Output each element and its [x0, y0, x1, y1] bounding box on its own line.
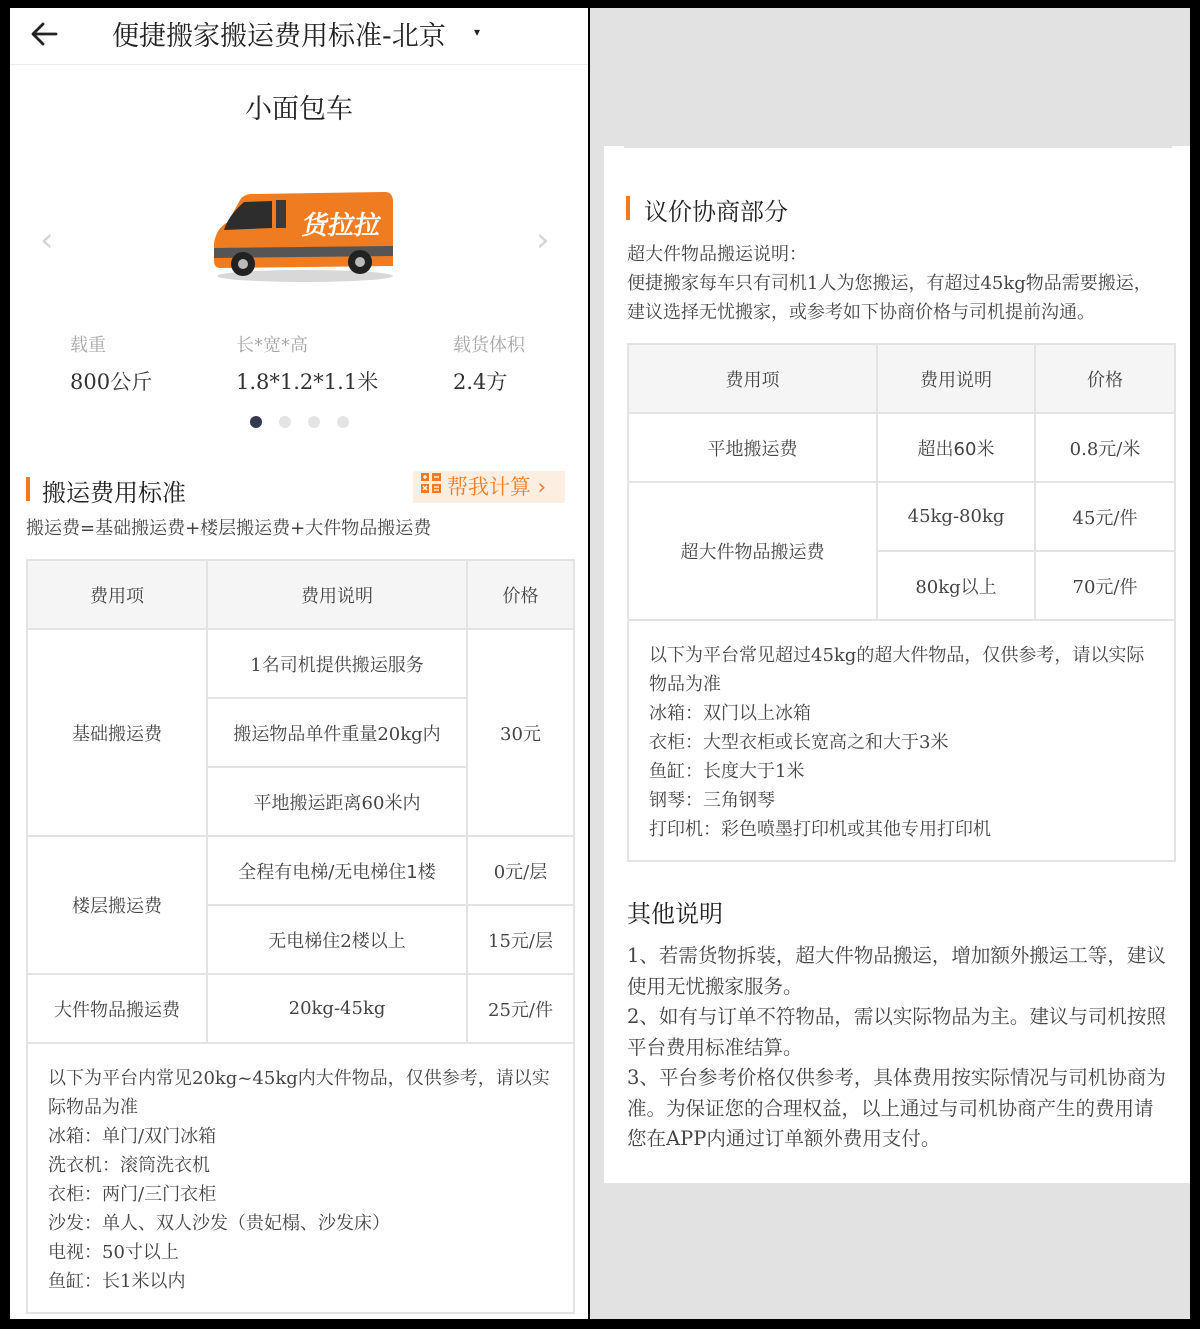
note-line: 电视：50寸以上 [48, 1242, 179, 1263]
table-note-row [628, 620, 1175, 861]
table-row [628, 482, 1175, 551]
back-arrow-icon[interactable] [30, 12, 70, 56]
fee-price: 45元/件 [1035, 482, 1175, 551]
spec-load [70, 331, 152, 396]
other-note-line: 3、平台参考价格仅供参考，具体费用按实际情况与司机协商为准。为保证您的合理权益，以上通过与司机协商产生的费用请您在APP内通过订单额外费用支付。 [627, 1066, 1166, 1150]
city-dropdown-icon[interactable]: ▾ [474, 25, 481, 39]
fee-item: 大件物品搬运费 [27, 974, 207, 1043]
table-row [27, 974, 574, 1043]
calculate-button[interactable] [413, 471, 565, 503]
fee-price: 15元/层 [467, 905, 574, 974]
carousel-dot[interactable] [308, 416, 320, 428]
negotiable-fee-table [627, 343, 1176, 862]
note-line: 衣柜：大型衣柜或长宽高之和大于3米 [649, 732, 949, 753]
column-header: 费用项 [27, 560, 207, 629]
note-line: 洗衣机：滚筒洗衣机 [48, 1155, 210, 1176]
fee-desc: 平地搬运距离60米内 [207, 767, 467, 836]
large-items-note [27, 1043, 574, 1313]
other-notes [627, 941, 1172, 1155]
app-header [10, 8, 588, 65]
note-line: 鱼缸：长度大于1米 [649, 761, 805, 782]
column-header: 价格 [1035, 344, 1175, 413]
van-logo-text: 货拉拉 [299, 211, 384, 241]
van-image [210, 184, 400, 288]
table-row [27, 836, 574, 905]
note-line: 打印机：彩色喷墨打印机或其他专用打印机 [649, 819, 991, 840]
fee-desc: 全程有电梯/无电梯住1楼 [207, 836, 467, 905]
fee-price: 30元 [467, 629, 574, 836]
fee-price: 0元/层 [467, 836, 574, 905]
oversize-items-note [628, 620, 1175, 861]
table-note-row [27, 1043, 574, 1313]
fee-item: 基础搬运费 [27, 629, 207, 836]
spec-label: 载货体积 [453, 335, 525, 356]
fee-item: 楼层搬运费 [27, 836, 207, 974]
table-row [628, 413, 1175, 482]
table-header-row [27, 560, 574, 629]
section-title-standard: 搬运费用标准 [42, 479, 186, 507]
fee-desc: 20kg-45kg [207, 974, 467, 1043]
note-line: 以下为平台内常见20kg~45kg内大件物品，仅供参考，请以实际物品为准 [48, 1068, 550, 1118]
carousel-dot[interactable] [279, 416, 291, 428]
fee-price: 70元/件 [1035, 551, 1175, 620]
section-title-negotiable: 议价协商部分 [644, 198, 788, 226]
fee-desc: 45kg-80kg [877, 482, 1035, 551]
carousel-prev-icon[interactable]: ‹ [40, 220, 54, 260]
section-accent-bar [26, 477, 30, 501]
negotiable-intro [627, 240, 1152, 327]
fee-desc: 搬运物品单件重量20kg内 [207, 698, 467, 767]
note-line: 衣柜：两门/三门衣柜 [48, 1184, 217, 1205]
fee-item: 平地搬运费 [628, 413, 877, 482]
fee-standard-table [26, 559, 575, 1314]
vehicle-name: 小面包车 [245, 94, 353, 125]
fee-desc: 无电梯住2楼以上 [207, 905, 467, 974]
fee-item: 超大件物品搬运费 [628, 482, 877, 620]
left-screen [10, 8, 588, 1319]
fee-desc: 80kg以上 [877, 551, 1035, 620]
carousel-dot[interactable] [337, 416, 349, 428]
page-title[interactable]: 便捷搬家搬运费用标准-北京 [112, 21, 446, 52]
fee-price: 25元/件 [467, 974, 574, 1043]
table-row [27, 629, 574, 698]
right-screen [604, 146, 1190, 1183]
note-line: 冰箱：双门以上冰箱 [649, 703, 811, 724]
note-line: 钢琴：三角钢琴 [649, 790, 775, 811]
carousel-next-icon[interactable]: › [536, 220, 550, 260]
fee-desc: 超出60米 [877, 413, 1035, 482]
note-line: 沙发：单人、双人沙发（贵妃榻、沙发床） [48, 1213, 390, 1234]
note-line: 冰箱：单门/双门冰箱 [48, 1126, 217, 1147]
intro-line: 便捷搬家每车只有司机1人为您搬运，有超过45kg物品需要搬运， [627, 273, 1152, 294]
fee-price: 0.8元/米 [1035, 413, 1175, 482]
table-header-row [628, 344, 1175, 413]
fee-desc: 1名司机提供搬运服务 [207, 629, 467, 698]
spec-value: 2.4方 [453, 370, 508, 394]
column-header: 费用说明 [207, 560, 467, 629]
spec-value: 1.8*1.2*1.1米 [236, 370, 379, 394]
spec-label: 载重 [70, 335, 106, 356]
divider [624, 146, 1172, 148]
intro-line: 超大件物品搬运说明： [627, 244, 807, 265]
grid-calculator-icon [421, 470, 441, 502]
carousel-dot-active[interactable] [250, 416, 262, 428]
note-line: 以下为平台常见超过45kg的超大件物品，仅供参考，请以实际物品为准 [649, 645, 1145, 695]
section-title-other: 其他说明 [627, 900, 723, 928]
section-accent-bar [626, 196, 630, 220]
spec-value: 800公斤 [70, 370, 153, 394]
column-header: 费用说明 [877, 344, 1035, 413]
column-header: 费用项 [628, 344, 877, 413]
fee-formula: 搬运费=基础搬运费+楼层搬运费+大件物品搬运费 [26, 518, 432, 539]
calculate-label: 帮我计算 › [447, 475, 547, 499]
spec-volume [453, 331, 525, 396]
other-note-line: 1、若需货物拆装，超大件物品搬运，增加额外搬运工等，建议使用无忧搬家服务。 [627, 944, 1166, 998]
intro-line: 建议选择无忧搬家，或参考如下协商价格与司机提前沟通。 [627, 302, 1095, 323]
spec-dimensions [236, 331, 378, 396]
note-line: 鱼缸：长1米以内 [48, 1271, 186, 1292]
other-note-line: 2、如有与订单不符物品，需以实际物品为主。建议与司机按照平台费用标准结算。 [627, 1005, 1166, 1059]
spec-label: 长*宽*高 [236, 335, 308, 356]
column-header: 价格 [467, 560, 574, 629]
